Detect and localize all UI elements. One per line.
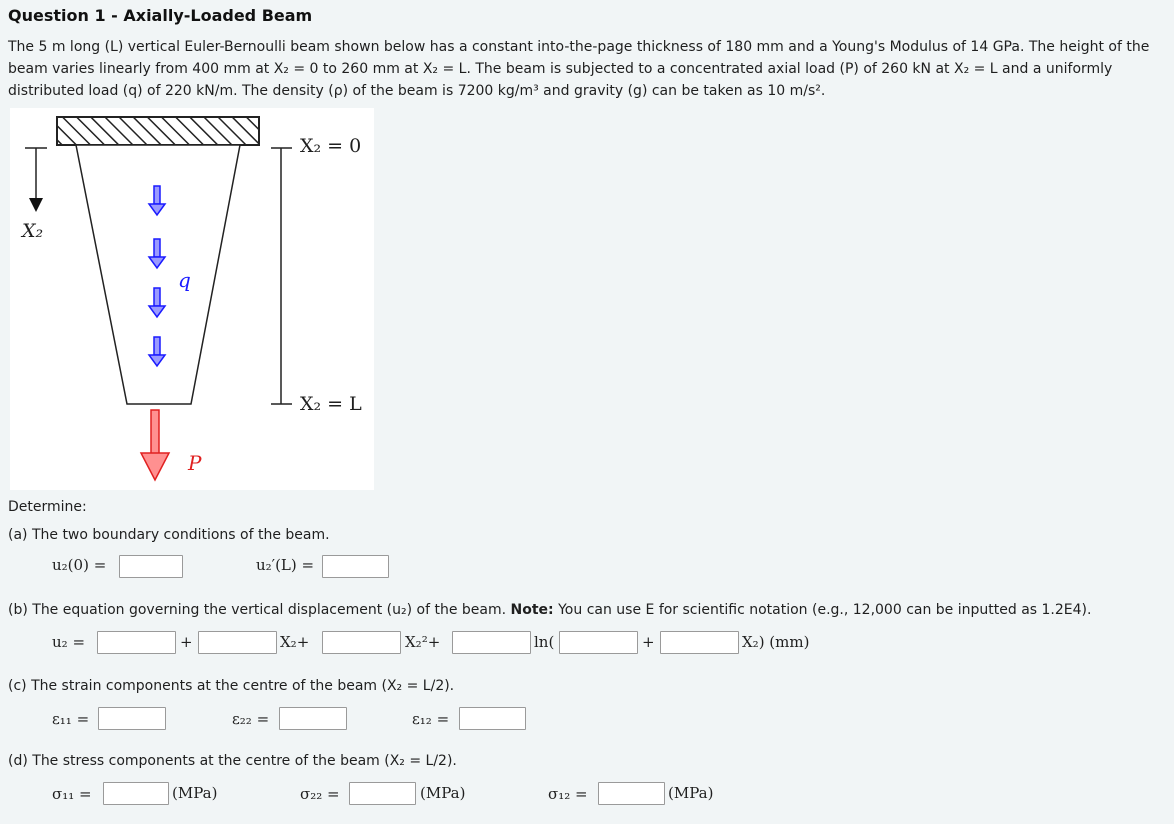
epsilon-11-label: ε₁₁ =: [52, 710, 90, 728]
sigma-12-input[interactable]: [598, 782, 665, 805]
plus-sign-2: +: [642, 633, 655, 651]
sigma-12-unit: (MPa): [668, 784, 714, 802]
epsilon-12-input[interactable]: [459, 707, 526, 730]
beam-figure: [10, 108, 374, 490]
plus-sign-1: +: [180, 633, 193, 651]
part-a-heading: (a) The two boundary conditions of the beam.: [8, 527, 330, 543]
x2sq-plus-text: X₂²+: [405, 633, 441, 651]
sigma-11-unit: (MPa): [172, 784, 218, 802]
u2-zero-input[interactable]: [119, 555, 183, 578]
beam-diagram-svg: [10, 108, 374, 490]
u2-prime-l-label: u₂′(L) =: [256, 556, 315, 574]
problem-statement: [8, 36, 1168, 102]
epsilon-12-label: ε₁₂ =: [412, 710, 450, 728]
note-label: Note:: [510, 602, 554, 618]
statement-line-3: distributed load (q) of 220 kN/m. The density (ρ) of the beam is 7200 kg/m³ and gravity (g) can be taken as 10 m/s².: [8, 83, 826, 99]
epsilon-11-input[interactable]: [98, 707, 166, 730]
x2-plus-text: X₂+: [280, 633, 310, 651]
concentrated-load-arrow: [141, 410, 169, 480]
sigma-22-unit: (MPa): [420, 784, 466, 802]
u2-zero-label: u₂(0) =: [52, 556, 107, 574]
u2-x2sq-coeff-input[interactable]: [322, 631, 401, 654]
length-dimension: [271, 148, 292, 404]
p-label: P: [188, 451, 202, 475]
sigma-12-label: σ₁₂ =: [548, 785, 588, 803]
part-b-heading: [8, 602, 1091, 618]
u2-x2-coeff-input[interactable]: [198, 631, 277, 654]
ln-constant-input[interactable]: [559, 631, 638, 654]
x2-l-label: X₂ = L: [300, 393, 362, 415]
x2-zero-label: X₂ = 0: [300, 135, 362, 157]
sigma-11-input[interactable]: [103, 782, 169, 805]
sigma-22-input[interactable]: [349, 782, 416, 805]
u2-constant-input[interactable]: [97, 631, 176, 654]
x2-close-mm-text: X₂) (mm): [742, 633, 810, 651]
part-b-heading-text: (b) The equation governing the vertical displacement (u₂) of the beam.: [8, 602, 511, 618]
note-text: You can use E for scientific notation (e.g., 12,000 can be inputted as 1.2E4).: [553, 602, 1092, 618]
epsilon-22-input[interactable]: [279, 707, 347, 730]
u2-eq-label: u₂ =: [52, 633, 86, 651]
x2-axis-label: X₂: [22, 220, 44, 242]
u2-ln-coeff-input[interactable]: [452, 631, 531, 654]
sigma-22-label: σ₂₂ =: [300, 785, 340, 803]
u2-prime-l-input[interactable]: [322, 555, 389, 578]
q-label: q: [178, 268, 191, 292]
sigma-11-label: σ₁₁ =: [52, 785, 92, 803]
fixed-support: [57, 117, 259, 145]
statement-line-1: The 5 m long (L) vertical Euler-Bernoulli beam shown below has a constant into-the-page thickness of 180 mm and a Young's Modulus of 14 GPa. The height of the: [8, 39, 1150, 55]
question-title: Question 1 - Axially-Loaded Beam: [8, 6, 313, 25]
ln-x2-coeff-input[interactable]: [660, 631, 739, 654]
statement-line-2: beam varies linearly from 400 mm at X₂ = 0 to 260 mm at X₂ = L. The beam is subjected to a concentrated axial load (P) of 260 kN at X₂ = L and a uniformly: [8, 61, 1113, 77]
part-d-heading: (d) The stress components at the centre of the beam (X₂ = L/2).: [8, 753, 457, 769]
ln-open-text: ln(: [534, 633, 555, 651]
epsilon-22-label: ε₂₂ =: [232, 710, 270, 728]
part-c-heading: (c) The strain components at the centre of the beam (X₂ = L/2).: [8, 678, 455, 694]
determine-heading: Determine:: [8, 499, 87, 515]
x2-axis-arrow: [25, 148, 47, 212]
